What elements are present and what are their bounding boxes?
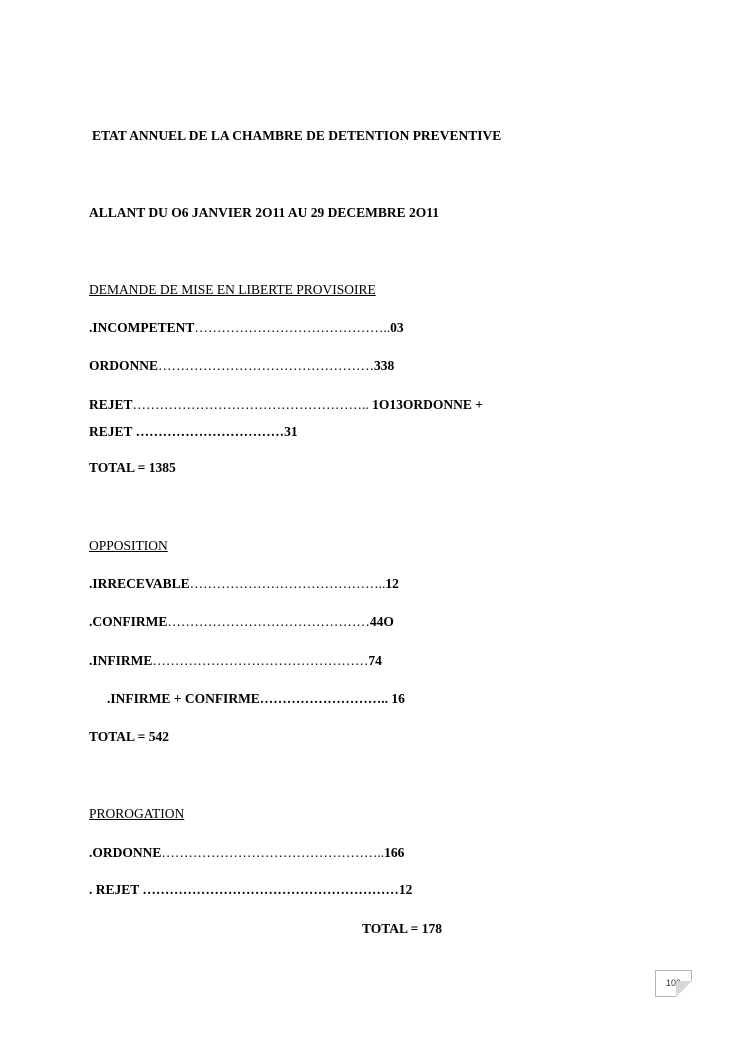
row-label: .ORDONNE <box>89 845 162 860</box>
dot-leader: …………………………………………….. <box>132 397 373 412</box>
row-value: 166 <box>384 845 405 860</box>
row-confirme <box>89 614 394 630</box>
dot-leader: …………………………………….. <box>194 320 391 335</box>
row-label: .CONFIRME <box>89 614 168 629</box>
dot-leader: ………………………………………….. <box>161 845 385 860</box>
row-value: 03 <box>390 320 404 335</box>
row-ordonne <box>89 358 394 374</box>
total-liberte: TOTAL = 1385 <box>89 460 176 475</box>
row-irrecevable <box>89 576 399 592</box>
row-rejet <box>89 397 483 413</box>
row-label: .INFIRME <box>89 653 153 668</box>
row-value: 74 <box>368 653 382 668</box>
page-number-badge <box>655 970 692 997</box>
row-value: 338 <box>374 358 395 373</box>
row-incompetent <box>89 320 404 336</box>
row-label: ORDONNE <box>89 358 159 373</box>
total-opposition: TOTAL = 542 <box>89 729 169 744</box>
row-infirme <box>89 653 382 669</box>
row-label: .INCOMPETENT <box>89 320 195 335</box>
section-heading-liberte: DEMANDE DE MISE EN LIBERTE PROVISOIRE <box>89 282 376 297</box>
dot-leader: ………………………………………… <box>158 358 375 373</box>
row-prorogation-ordonne <box>89 845 404 861</box>
row-value: 1O13ORDONNE + <box>372 397 483 412</box>
row-label: REJET <box>89 397 133 412</box>
row-rejet-continued: REJET ……………………………31 <box>89 424 298 439</box>
row-value: 44O <box>369 614 394 629</box>
document-title: ETAT ANNUEL DE LA CHAMBRE DE DETENTION PREVENTIVE <box>92 128 502 143</box>
row-prorogation-rejet: . REJET …………………………………………………12 <box>89 882 413 897</box>
row-label: .IRRECEVABLE <box>89 576 190 591</box>
document-period: ALLANT DU O6 JANVIER 2O11 AU 29 DECEMBRE 2O11 <box>89 205 440 220</box>
dot-leader: ……………………………………… <box>167 614 370 629</box>
page-number: 109 <box>665 978 682 988</box>
dot-leader: ………………………………………… <box>152 653 369 668</box>
dot-leader: …………………………………….. <box>189 576 386 591</box>
section-heading-prorogation: PROROGATION <box>89 806 185 821</box>
row-infirme-confirme: .INFIRME + CONFIRME……………………….. 16 <box>107 691 405 706</box>
total-prorogation: TOTAL = 178 <box>362 921 442 936</box>
section-heading-opposition: OPPOSITION <box>89 538 168 553</box>
row-value: 12 <box>385 576 399 591</box>
